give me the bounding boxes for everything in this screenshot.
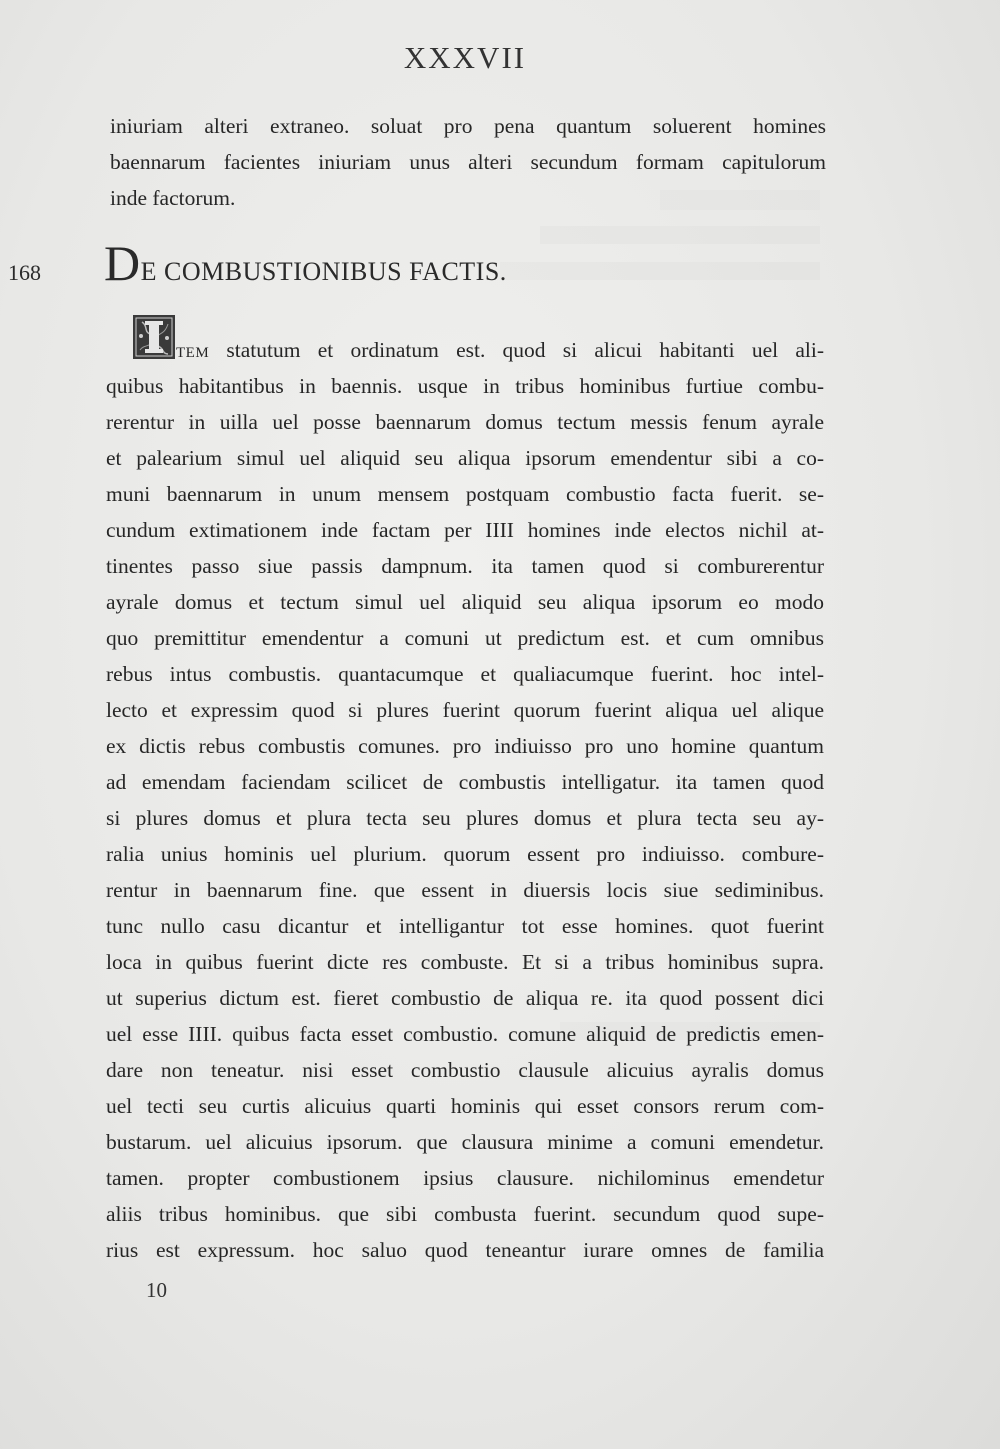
- smallcaps-word: TEM: [176, 345, 210, 361]
- text-line: rebus intus combustis. quantacumque et qualiacumque fuerint. hoc intel-: [106, 662, 824, 686]
- text-line: quibus habitantibus in baennis. usque in tribus hominibus furtiue combu-: [106, 374, 824, 398]
- text-line: cundum extimationem inde factam per IIII homines inde electos nichil at-: [106, 518, 824, 542]
- text-line: uel tecti seu curtis alicuius quarti hominis qui esset consors rerum com-: [106, 1094, 824, 1118]
- text-line: bustarum. uel alicuius ipsorum. que clausura minime a comuni emendetur.: [106, 1130, 824, 1154]
- text-line: muni baennarum in unum mensem postquam combustio facta fuerit. se-: [106, 482, 824, 506]
- text-line: baennarum facientes iniuriam unus alteri secundum formam capitulorum: [110, 150, 826, 174]
- text-line: ayrale domus et tectum simul uel aliquid seu aliqua ipsorum eo modo: [106, 590, 824, 614]
- text-line: tamen. propter combustionem ipsius clausure. nichilominus emendetur: [106, 1166, 824, 1190]
- text-line: dare non teneatur. nisi esset combustio clausule alicuius ayralis domus: [106, 1058, 824, 1082]
- bleed-through-text: [500, 262, 820, 280]
- heading-text: E COMBUSTIONIBUS FACTIS.: [140, 257, 507, 286]
- top-paragraph: [110, 108, 826, 216]
- text-line: lecto et expressim quod si plures fuerint quorum fuerint aliqua uel alique: [106, 698, 824, 722]
- running-head: XXXVII: [403, 40, 527, 75]
- text-line: tinentes passo siue passis dampnum. ita tamen quod si comburerentur: [106, 554, 824, 578]
- text-line: inde factorum.: [110, 186, 236, 210]
- folio-number: 10: [146, 1278, 167, 1302]
- text-line: ralia unius hominis uel plurium. quorum essent pro indiuisso. combure-: [106, 842, 824, 866]
- text-line: ut superius dictum est. fieret combustio de aliqua re. ita quod possent dici: [106, 986, 824, 1010]
- text-line: rius est expressum. hoc saluo quod teneantur iurare omnes de familia: [106, 1238, 824, 1262]
- margin-section-number: 168: [8, 260, 41, 285]
- text-line: [106, 332, 824, 368]
- heading-initial: D: [104, 235, 141, 291]
- text-line: loca in quibus fuerint dicte res combuste. Et si a tribus hominibus supra.: [106, 950, 824, 974]
- text-line: iniuriam alteri extraneo. soluat pro pena quantum soluerent homines: [110, 114, 826, 138]
- text-line: uel esse IIII. quibus facta esset combustio. comune aliquid de predictis emen-: [106, 1022, 824, 1046]
- text-line: rerentur in uilla uel posse baennarum domus tectum messis fenum ayrale: [106, 410, 824, 434]
- section-heading: [104, 235, 507, 291]
- text-line: et palearium simul uel aliquid seu aliqua ipsorum emendentur sibi a co-: [106, 446, 824, 470]
- text-line: quo premittitur emendentur a comuni ut predictum est. et cum omnibus: [106, 626, 824, 650]
- text-line: ex dictis rebus combustis comunes. pro indiuisso pro uno homine quantum: [106, 734, 824, 758]
- bleed-through-text: [540, 226, 820, 244]
- text-line: ad emendam faciendam scilicet de combustis intelligatur. ita tamen quod: [106, 770, 824, 794]
- text-line: si plures domus et plura tecta seu plures domus et plura tecta seu ay-: [106, 806, 824, 830]
- text-line: rentur in baennarum fine. que essent in diuersis locis siue sediminibus.: [106, 878, 824, 902]
- text-line: tunc nullo casu dicantur et intelligantur tot esse homines. quot fuerint: [106, 914, 824, 938]
- main-paragraph: [106, 332, 824, 1268]
- first-line-text: statutum et ordinatum est. quod si alicui habitanti uel ali-: [209, 338, 824, 362]
- text-line: aliis tribus hominibus. que sibi combusta fuerint. secundum quod supe-: [106, 1202, 824, 1226]
